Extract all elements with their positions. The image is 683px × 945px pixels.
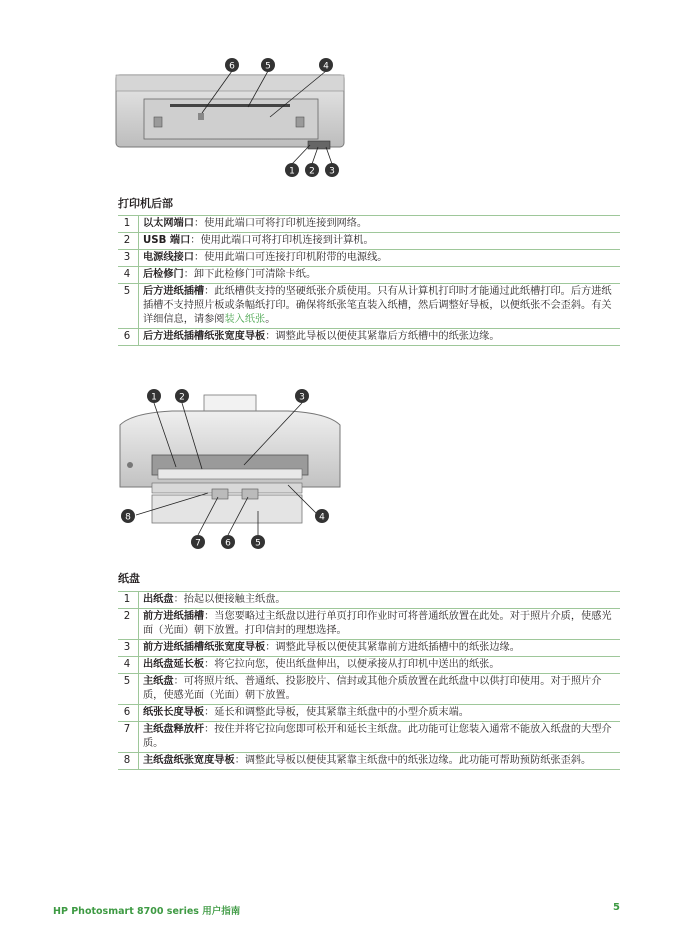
part-name: 前方进纸插槽纸张宽度导板 xyxy=(143,642,266,653)
row-number: 3 xyxy=(118,640,139,657)
row-description xyxy=(139,722,621,753)
callout-6 xyxy=(225,58,239,72)
table-row xyxy=(118,657,620,674)
row-description xyxy=(139,640,621,657)
row-number: 2 xyxy=(118,609,139,640)
callout-4 xyxy=(315,509,329,523)
part-name: 后检修门 xyxy=(143,269,184,280)
paper-tray-figure xyxy=(112,385,348,550)
callout-2 xyxy=(305,163,319,177)
footer-title: HP Photosmart 8700 series 用户指南 xyxy=(53,906,241,917)
svg-text:6: 6 xyxy=(225,538,231,549)
part-name: 后方进纸插槽 xyxy=(143,286,205,297)
cross-reference-link[interactable]: 装入纸张 xyxy=(224,314,266,325)
part-description: ：当您要略过主纸盘以进行单页打印作业时可将普通纸放置在此处。对于照片介质，使感光面（光面）朝下放置。打印信封的理想选择。 xyxy=(143,611,612,636)
part-description: ：调整此导板以便使其紧靠主纸盘中的纸张边缘。此功能可帮助预防纸张歪斜。 xyxy=(234,755,592,766)
part-name: 出纸盘延长板 xyxy=(143,659,205,670)
row-description xyxy=(139,592,621,609)
table-row xyxy=(118,705,620,722)
part-name: 以太网端口 xyxy=(143,218,194,229)
rear-parts-table xyxy=(118,215,620,346)
row-description xyxy=(139,284,621,329)
part-name: 纸张长度导板 xyxy=(143,707,205,718)
part-description: ：调整此导板以便使其紧靠前方进纸插槽中的纸张边缘。 xyxy=(265,642,520,653)
table-row xyxy=(118,250,620,267)
part-description: ：使用此端口可将打印机连接到网络。 xyxy=(193,218,368,229)
table-row xyxy=(118,674,620,705)
page-number: 5 xyxy=(613,902,620,913)
row-number: 6 xyxy=(118,329,139,346)
callout-2 xyxy=(175,389,189,403)
part-name: USB 端口 xyxy=(143,235,191,246)
row-number: 3 xyxy=(118,250,139,267)
svg-text:7: 7 xyxy=(195,538,201,549)
row-description xyxy=(139,267,621,284)
row-description xyxy=(139,753,621,770)
row-number: 8 xyxy=(118,753,139,770)
row-number: 1 xyxy=(118,592,139,609)
svg-text:3: 3 xyxy=(299,392,305,403)
callout-7 xyxy=(191,535,205,549)
part-description: ：调整此导板以便使其紧靠后方纸槽中的纸张边缘。 xyxy=(265,331,500,342)
row-description xyxy=(139,705,621,722)
svg-text:2: 2 xyxy=(309,166,315,177)
row-number: 6 xyxy=(118,705,139,722)
part-name: 前方进纸插槽 xyxy=(143,611,205,622)
part-description: ：此纸槽供支持的坚硬纸张介质使用。只有从计算机打印时才能通过此纸槽打印。后方进纸插槽不支持照片板或条幅纸打印。确保将纸张笔直装入纸槽，然后调整好导板，以便纸张不会歪斜。有关详细信息，请参阅 xyxy=(143,286,612,325)
table-row xyxy=(118,267,620,284)
part-description: ：抬起以便接触主纸盘。 xyxy=(173,594,286,605)
svg-text:8: 8 xyxy=(125,512,131,523)
row-description xyxy=(139,329,621,346)
row-number: 1 xyxy=(118,216,139,233)
svg-text:2: 2 xyxy=(179,392,185,403)
section-title-trays: 纸盘 xyxy=(118,572,140,585)
part-description: ：延长和调整此导板，使其紧靠主纸盘中的小型介质末端。 xyxy=(204,707,469,718)
part-description: ：将它拉向您，使出纸盘伸出，以便承接从打印机中送出的纸张。 xyxy=(204,659,500,670)
callout-1 xyxy=(147,389,161,403)
table-row xyxy=(118,284,620,329)
table-row xyxy=(118,609,620,640)
svg-text:5: 5 xyxy=(265,61,271,72)
svg-text:4: 4 xyxy=(319,512,325,523)
row-description xyxy=(139,609,621,640)
svg-text:6: 6 xyxy=(229,61,235,72)
table-row xyxy=(118,233,620,250)
part-description: ：按住并将它拉向您即可松开和延长主纸盘。此功能可让您装入通常不能放入纸盘的大型介质。 xyxy=(143,724,612,749)
callout-6 xyxy=(221,535,235,549)
callout-5 xyxy=(261,58,275,72)
callout-1 xyxy=(285,163,299,177)
part-name: 后方进纸插槽纸张宽度导板 xyxy=(143,331,266,342)
callout-8 xyxy=(121,509,135,523)
svg-text:1: 1 xyxy=(151,392,157,403)
section-title-rear: 打印机后部 xyxy=(118,197,173,210)
table-row xyxy=(118,216,620,233)
callout-4 xyxy=(319,58,333,72)
tray-parts-table xyxy=(118,591,620,770)
part-name: 主纸盘纸张宽度导板 xyxy=(143,755,235,766)
part-name: 电源线接口 xyxy=(143,252,194,263)
printer-back-figure xyxy=(112,55,348,180)
svg-text:4: 4 xyxy=(323,61,329,72)
part-name: 主纸盘 xyxy=(143,676,174,687)
table-row xyxy=(118,753,620,770)
row-description xyxy=(139,250,621,267)
part-description: ：卸下此检修门可清除卡纸。 xyxy=(183,269,317,280)
svg-text:1: 1 xyxy=(289,166,295,177)
callout-3 xyxy=(325,163,339,177)
svg-text:5: 5 xyxy=(255,538,261,549)
row-number: 4 xyxy=(118,657,139,674)
part-name: 主纸盘释放杆 xyxy=(143,724,205,735)
part-name: 出纸盘 xyxy=(143,594,174,605)
table-row xyxy=(118,722,620,753)
row-description xyxy=(139,674,621,705)
part-description: ：可将照片纸、普通纸、投影胶片、信封或其他介质放置在此纸盘中以供打印使用。对于照片介质，使感光面（光面）朝下放置。 xyxy=(143,676,602,701)
row-number: 2 xyxy=(118,233,139,250)
part-description: ：使用此端口可将打印机连接到计算机。 xyxy=(190,235,374,246)
callout-5 xyxy=(251,535,265,549)
callout-3 xyxy=(295,389,309,403)
row-description xyxy=(139,233,621,250)
row-description xyxy=(139,657,621,674)
table-row xyxy=(118,592,620,609)
table-row xyxy=(118,329,620,346)
table-row xyxy=(118,640,620,657)
part-description-tail: 。 xyxy=(265,314,276,325)
row-number: 5 xyxy=(118,284,139,329)
row-description xyxy=(139,216,621,233)
part-description: ：使用此端口可连接打印机附带的电源线。 xyxy=(193,252,388,263)
row-number: 4 xyxy=(118,267,139,284)
row-number: 5 xyxy=(118,674,139,705)
row-number: 7 xyxy=(118,722,139,753)
svg-text:3: 3 xyxy=(329,166,335,177)
